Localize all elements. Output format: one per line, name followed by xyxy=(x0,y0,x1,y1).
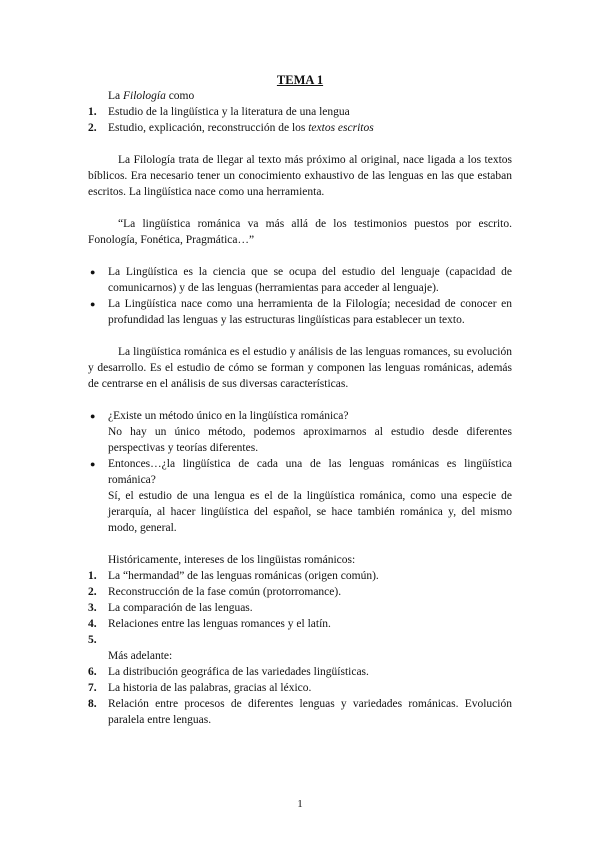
bullet-text: La Lingüística nace como una herramienta de la Filología; necesidad de conocer en profundidad las lenguas y las estructuras lingüísticas para establecer un texto. xyxy=(108,298,512,326)
qa-question: Entonces…¿la lingüística de cada una de las lenguas románicas es lingüística románica? xyxy=(108,458,512,486)
intro-line xyxy=(88,88,512,104)
page-number: 1 xyxy=(297,798,303,810)
item-text: Relaciones entre las lenguas romances y el latín. xyxy=(108,618,331,630)
qa-question: ¿Existe un método único en la lingüística románica? xyxy=(108,410,349,422)
item-text: Reconstrucción de la fase común (protorromance). xyxy=(108,586,342,598)
later-item xyxy=(88,696,512,728)
definition-item xyxy=(88,104,512,120)
item-text: La historia de las palabras, gracias al léxico. xyxy=(108,682,312,694)
history-item xyxy=(88,632,512,648)
intro-italic: Filología xyxy=(123,90,166,102)
qa-answer: Sí, el estudio de una lengua es el de la lingüística románica, como una especie de jerarquía, al hacer lingüística del español, se hace también románica y, del mismo modo, general. xyxy=(108,490,512,534)
item-number: 2. xyxy=(88,122,97,134)
definition-item xyxy=(88,120,512,136)
item-number: 5. xyxy=(88,634,97,646)
later-item xyxy=(88,664,512,680)
paragraph-romanica: La lingüística románica es el estudio y análisis de las lenguas romances, su evolución y desarrollo. Es el estudio de cómo se forman y componen las lenguas románicas, además de centrarse en el análisis de sus diversas características. xyxy=(88,346,512,390)
history-item xyxy=(88,568,512,584)
item-number: 2. xyxy=(88,586,97,598)
intro-suffix: como xyxy=(165,90,195,102)
history-item xyxy=(88,584,512,600)
item-number: 8. xyxy=(88,698,97,710)
bullet-item xyxy=(88,264,512,296)
qa-answer: No hay un único método, podemos aproximarnos al estudio desde diferentes perspectivas y teorías diferentes. xyxy=(108,426,512,454)
bullet-icon: ● xyxy=(90,299,96,309)
later-label: Más adelante: xyxy=(108,650,173,662)
history-section xyxy=(88,552,512,728)
bullet-icon: ● xyxy=(90,411,96,421)
paragraph-filologia: La Filología trata de llegar al texto más próximo al original, nace ligada a los textos bíblicos. Era necesario tener un conocimiento exhaustivo de las lenguas en las que estaban escritos. La lingüística nace como una herramienta. xyxy=(88,154,512,198)
item-number: 3. xyxy=(88,602,97,614)
item-italic: textos escritos xyxy=(308,122,374,134)
qa-item xyxy=(88,456,512,536)
bullet-icon: ● xyxy=(90,459,96,469)
bullet-list-linguistica xyxy=(88,264,512,328)
quote-paragraph: “La lingüística románica va más allá de los testimonios puestos por escrito. Fonología, Fonética, Pragmática…” xyxy=(88,218,512,246)
later-item xyxy=(88,680,512,696)
history-intro: Históricamente, intereses de los lingüistas románicos: xyxy=(108,554,356,566)
page-title: TEMA 1 xyxy=(276,73,324,87)
definition-section xyxy=(88,88,512,136)
item-text: La distribución geográfica de las variedades lingüísticas. xyxy=(108,666,369,678)
bullet-icon: ● xyxy=(90,267,96,277)
bullet-text: La Lingüística es la ciencia que se ocupa del estudio del lenguaje (capacidad de comunicarnos) y de las lenguas (herramientas para acceder al lenguaje). xyxy=(108,266,512,294)
intro-prefix: La xyxy=(108,90,124,102)
item-number: 4. xyxy=(88,618,97,630)
item-text: Estudio, explicación, reconstrucción de los xyxy=(108,122,309,134)
item-number: 1. xyxy=(88,106,97,118)
item-text: La comparación de las lenguas. xyxy=(108,602,253,614)
item-text: La “hermandad” de las lenguas románicas (origen común). xyxy=(108,570,379,582)
qa-list xyxy=(88,408,512,536)
history-item xyxy=(88,616,512,632)
qa-item xyxy=(88,408,512,456)
item-text: Relación entre procesos de diferentes lenguas y variedades románicas. Evolución paralela entre lenguas. xyxy=(108,698,512,726)
item-text: Estudio de la lingüística y la literatura de una lengua xyxy=(108,106,350,118)
history-item xyxy=(88,600,512,616)
item-number: 7. xyxy=(88,682,97,694)
item-number: 6. xyxy=(88,666,97,678)
bullet-item xyxy=(88,296,512,328)
item-number: 1. xyxy=(88,570,97,582)
